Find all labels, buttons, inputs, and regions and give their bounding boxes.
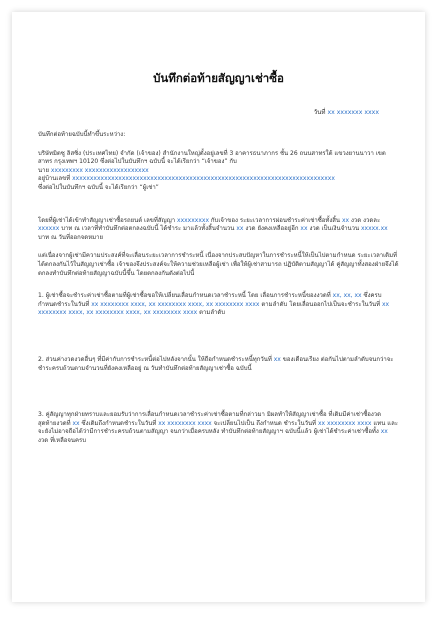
clause-text: ตามลำดับ [199,309,226,317]
installments-paid: xx [236,225,244,233]
clause-2 [38,356,399,373]
clause-text: ซึ่งครบกำหนดชำระในวันที่ [38,292,382,308]
reason-paragraph: แต่เนื่องจากผู้เช่ามีความประสงค์ที่จะเลื่อนระยะเวลาการชำระหนี้ เนื่องจากประสบปัญหาในการชำระหนี้ให้เป็นไปตามกำหนด ระยะเวลาเดิมที่ได้ตกลงกันไว้ในสัญญาเช่าซื้อ เจ้าของจึงประสงค์จะให้ความช่วยเหลือผู้เช่า เพื่อให้ผู้เช่าสามารถ ปฏิบัติตามสัญญาได้ คู่สัญญาทั้งสองฝ่ายจึงได้ตกลงทำบันทึกต่อท้ายสัญญาฉบับนี้ขึ้น โดยตกลงกันดังต่อไปนี้ [38,252,399,277]
date-line [38,107,399,117]
new-due-dates: xx xxxxxxxx xxxx [143,309,198,317]
clause-text: งวด ที่เหลือจนครบ [38,436,87,444]
party-1-text: บริษัทมิตซู ลิสซิ่ง (ประเทศไทย) จำกัด (เจ้าของ) สำนักงานใหญ่ตั้งอยู่เลขที่ 3 อาคารธนาภากร ชั้น 26 ถนนสาทรใต้ แขวงยานนาวา เขตสาทร กรุงเทพฯ 10120 ซึ่งต่อไปในบันทึกฯ ฉบับนี้ จะได้เรียกว่า “เจ้าของ” กับ [38,149,386,166]
installments-count: xx [380,428,388,436]
party-2-text: ซึ่งต่อไปในบันทึกฯ ฉบับนี้ จะได้เรียกว่า “ผู้เช่า” [38,183,159,191]
new-last-due-date: xx xxxxxxxx xxxx [317,419,372,427]
clause-text: ซึ่งเดิมถึงกำหนดชำระในวันที่ [81,419,157,427]
installment-numbers: xx, xx, xx [332,292,362,300]
clause-text: 3. คู่สัญญาทุกฝ่ายทราบและยอมรับว่าการเลื่อนกำหนดเวลาชำระค่าเช่าซื้อตามที่กล่าวมา มิผลทำให้สัญญาเช่าซื้อ ที่เดิมมีค่าเช่าซื้องวดสุดท้ายงวดที่ [38,411,382,427]
address-value: xxxxxxxxxxxxxxxxxxxxxxxxxxxxxxxxxxxxxxxxxxxxxxxxxxxxxxxxxxxxxxxxxxxxxxxxxx [72,175,335,183]
document-page [12,12,425,602]
clause-text: 2. ส่วนค่างวดงวดอื่นๆ ที่มีค่ากับการชำระหนี้ต่อไปหลังจากนั้น ให้ถือกำหนดชำระหนี้ทุกวันที่ [38,355,272,363]
contract-text: โดยที่ผู้เช่าได้เข้าทำสัญญาเช่าซื้อรถยนต์ เลขที่สัญญา [38,216,176,224]
date-value: xx xxxxxxx xxxx [327,109,379,116]
installment-total: xx [341,216,350,224]
contract-text: บาท ณ วันที่ออกจดหมาย [38,233,103,241]
original-due-dates: xx xxxxxxxx xxxx, xx xxxxxxxx xxxx, [91,300,205,308]
contract-text: งวด ยังคงเหลืออยู่อีก [245,225,299,233]
contract-paragraph [38,217,399,243]
clause-1 [38,292,399,318]
parties-paragraph [38,150,399,193]
contract-text: กับเจ้าของ ระยะเวลาการผ่อนชำระค่าเช่าซื้อทั้งสิ้น [210,216,341,224]
name-label: นาย [38,166,49,174]
clause-3 [38,411,399,445]
document-title: บันทึกต่อท้ายสัญญาเช่าซื้อ [153,71,284,85]
clause-text: จะเปลี่ยนไปเป็น ถึงกำหนด ชำระในวันที่ [213,419,317,427]
new-due-dates: xx xxxxxxxx xxxx, xx xxxxxxxx xxxx, [38,300,390,317]
name-value: xxxxxxxxx xxxxxxxxxxxxxxxxxx [50,166,149,174]
date-label: วันที่ [313,109,326,116]
installment-amount: xxxxxx [38,225,60,233]
clause-text: 1. ผู้เช่าซื้อจะชำระค่าเช่าซื้อตามที่ผู้เช่าซื้อขอให้เปลี่ยนเลื่อนกำหนดเวลาชำระหนี้ โดย เลื่อนการชำระหนี้ของงวดที่ [38,292,331,300]
clause-text: แทน และจะยังไม่อาจถือได้ว่ามีการชำระครบถ้วนตามสัญญา จนกว่าเมื่อครบหลัง ทำบันทึกต่อท้ายสัญญาฯ ฉบับนี้แล้ว ผู้เช่าได้ชำระค่าเช่าซื้อทั้ง [38,419,398,436]
original-due-dates: xx xxxxxxxx xxxx [205,300,260,308]
contract-text: บาท ณ เวลาที่ทำบันทึกต่อตกลงฉบับนี้ ได้ชำระ มาแล้วทั้งสิ้นจำนวน [61,225,235,233]
clause-text: ตามลำดับ โดยเลื่อนออกไปเป็นจะชำระในวันที่ [261,300,381,308]
last-installment-number: xx [72,419,80,427]
contract-number: xxxxxxxxx [177,216,209,224]
installments-remaining: xx [300,225,308,233]
contract-text: งวด งวดละ [350,216,381,224]
between-line: บันทึกต่อท้ายฉบับนี้ทำขึ้นระหว่าง: [38,131,126,138]
remaining-amount: xxxxx.xx [360,225,388,233]
due-day: xx [273,355,281,363]
clause-text: ของเดือนเรียง ต่อกันไปตามลำดับจนกว่าจะชำระครบถ้วนตามจำนวนที่ยังคงเหลืออยู่ ณ วันทำบันทึกต่อท้ายสัญญาเช่าซื้อ ฉบับนี้ [38,355,394,372]
contract-text: งวด เป็นเงินจำนวน [309,225,360,233]
address-label: อยู่บ้านเลขที่ [38,175,71,183]
original-last-due-date: xx xxxxxxxx xxxx [158,419,212,427]
